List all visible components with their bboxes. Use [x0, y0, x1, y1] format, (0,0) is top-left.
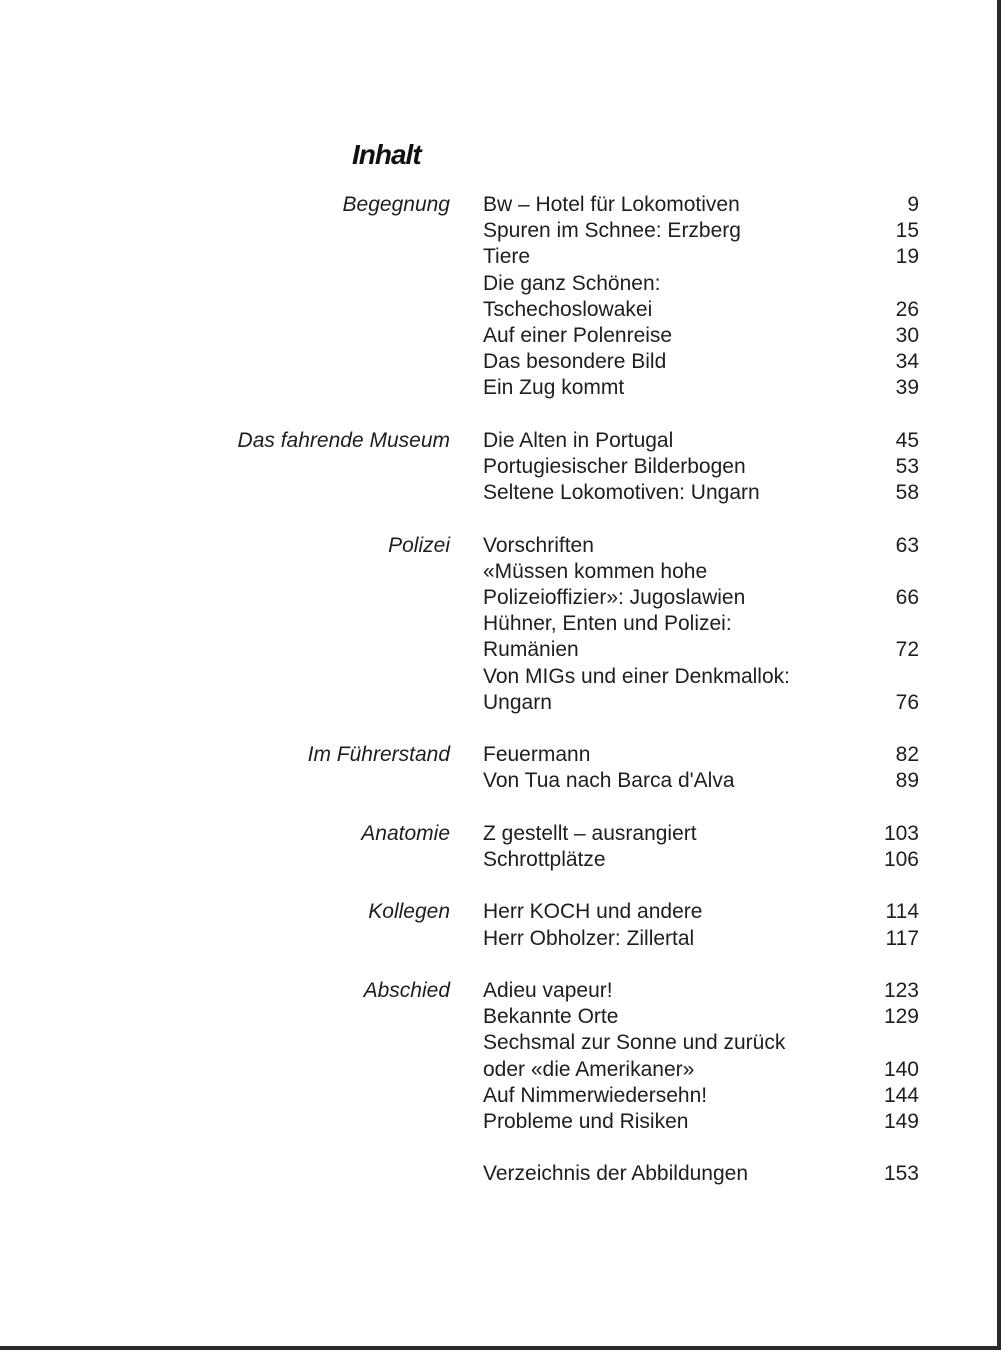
entry-title: Sechsmal zur Sonne und zurück — [483, 1031, 786, 1055]
page-number: 63 — [895, 533, 919, 557]
page-number: 19 — [895, 245, 919, 269]
page-number: 9 — [907, 193, 919, 216]
section-label: Abschied — [363, 979, 450, 1002]
section-label: Das fahrende Museum — [237, 428, 450, 452]
entry-title: Tschechoslowakei — [483, 297, 653, 321]
entry-title: Feuermann — [483, 743, 591, 767]
entry-title: Herr Obholzer: Zillertal — [483, 926, 695, 950]
page-number: 34 — [895, 350, 919, 374]
entry-title: Hühner, Enten und Polizei: — [483, 612, 732, 636]
page-number: 53 — [895, 455, 919, 478]
entry-title: Die ganz Schönen: — [483, 271, 661, 295]
entry-title: Die Alten in Portugal — [483, 428, 674, 452]
page-number: 149 — [883, 1110, 919, 1133]
entry-title: Verzeichnis der Abbildungen — [483, 1162, 749, 1186]
page-number: 45 — [895, 428, 919, 452]
entry-title: Auf einer Polenreise — [483, 324, 673, 347]
page-title: Inhalt — [352, 139, 421, 170]
entry-title: Schrottplätze — [483, 848, 606, 871]
page-number: 89 — [895, 769, 919, 793]
bottom-edge — [0, 1346, 1001, 1350]
entry-title: Von Tua nach Barca d'Alva — [483, 769, 735, 793]
entry-title: Adieu vapeur! — [483, 979, 613, 1002]
section-label: Kollegen — [368, 900, 450, 924]
entry-title: Probleme und Risiken — [483, 1110, 689, 1133]
page-number: 153 — [883, 1162, 919, 1186]
page-number: 144 — [883, 1083, 919, 1107]
page-number: 58 — [895, 481, 919, 505]
section-label: Im Führerstand — [307, 743, 450, 767]
section-label: Polizei — [388, 533, 450, 557]
page-number: 140 — [883, 1057, 919, 1081]
entry-title: Herr KOCH und andere — [483, 900, 703, 924]
entry-title: Tiere — [483, 245, 531, 269]
page-number: 117 — [885, 926, 919, 950]
section-label: Begegnung — [342, 193, 450, 216]
entry-title: Auf Nimmerwiedersehn! — [483, 1083, 708, 1107]
entry-title: Portugiesischer Bilderbogen — [483, 455, 746, 478]
right-edge — [997, 0, 1001, 1350]
page-number: 114 — [885, 900, 919, 924]
page-number: 76 — [895, 690, 919, 714]
page-number: 66 — [895, 586, 919, 609]
page-number: 103 — [883, 821, 919, 845]
page-number: 30 — [895, 324, 919, 347]
page-number: 82 — [895, 743, 919, 767]
entry-title: Von MIGs und einer Denkmallok: — [483, 664, 790, 688]
entry-title: Seltene Lokomotiven: Ungarn — [483, 481, 760, 505]
page-number: 39 — [895, 376, 919, 400]
entry-title: Rumänien — [483, 638, 579, 662]
page-number: 15 — [895, 219, 919, 243]
entry-title: oder «die Amerikaner» — [483, 1057, 695, 1081]
page-number: 26 — [895, 297, 919, 321]
page-number: 106 — [883, 848, 919, 871]
page-number: 123 — [883, 979, 919, 1002]
entry-title: Bw – Hotel für Lokomotiven — [483, 193, 740, 216]
entry-title: Ein Zug kommt — [483, 376, 625, 400]
entry-title: Z gestellt – ausrangiert — [483, 821, 697, 845]
entry-title: «Müssen kommen hohe — [483, 559, 708, 583]
section-label: Anatomie — [361, 821, 450, 845]
entry-title: Vorschriften — [483, 533, 594, 557]
page-number: 72 — [895, 638, 919, 662]
page-number: 129 — [883, 1005, 919, 1029]
entry-title: Spuren im Schnee: Erzberg — [483, 219, 741, 243]
entry-title: Bekannte Orte — [483, 1005, 619, 1029]
entry-title: Polizeioffizier»: Jugoslawien — [483, 586, 746, 609]
entry-title: Ungarn — [483, 690, 552, 714]
entry-title: Das besondere Bild — [483, 350, 667, 374]
